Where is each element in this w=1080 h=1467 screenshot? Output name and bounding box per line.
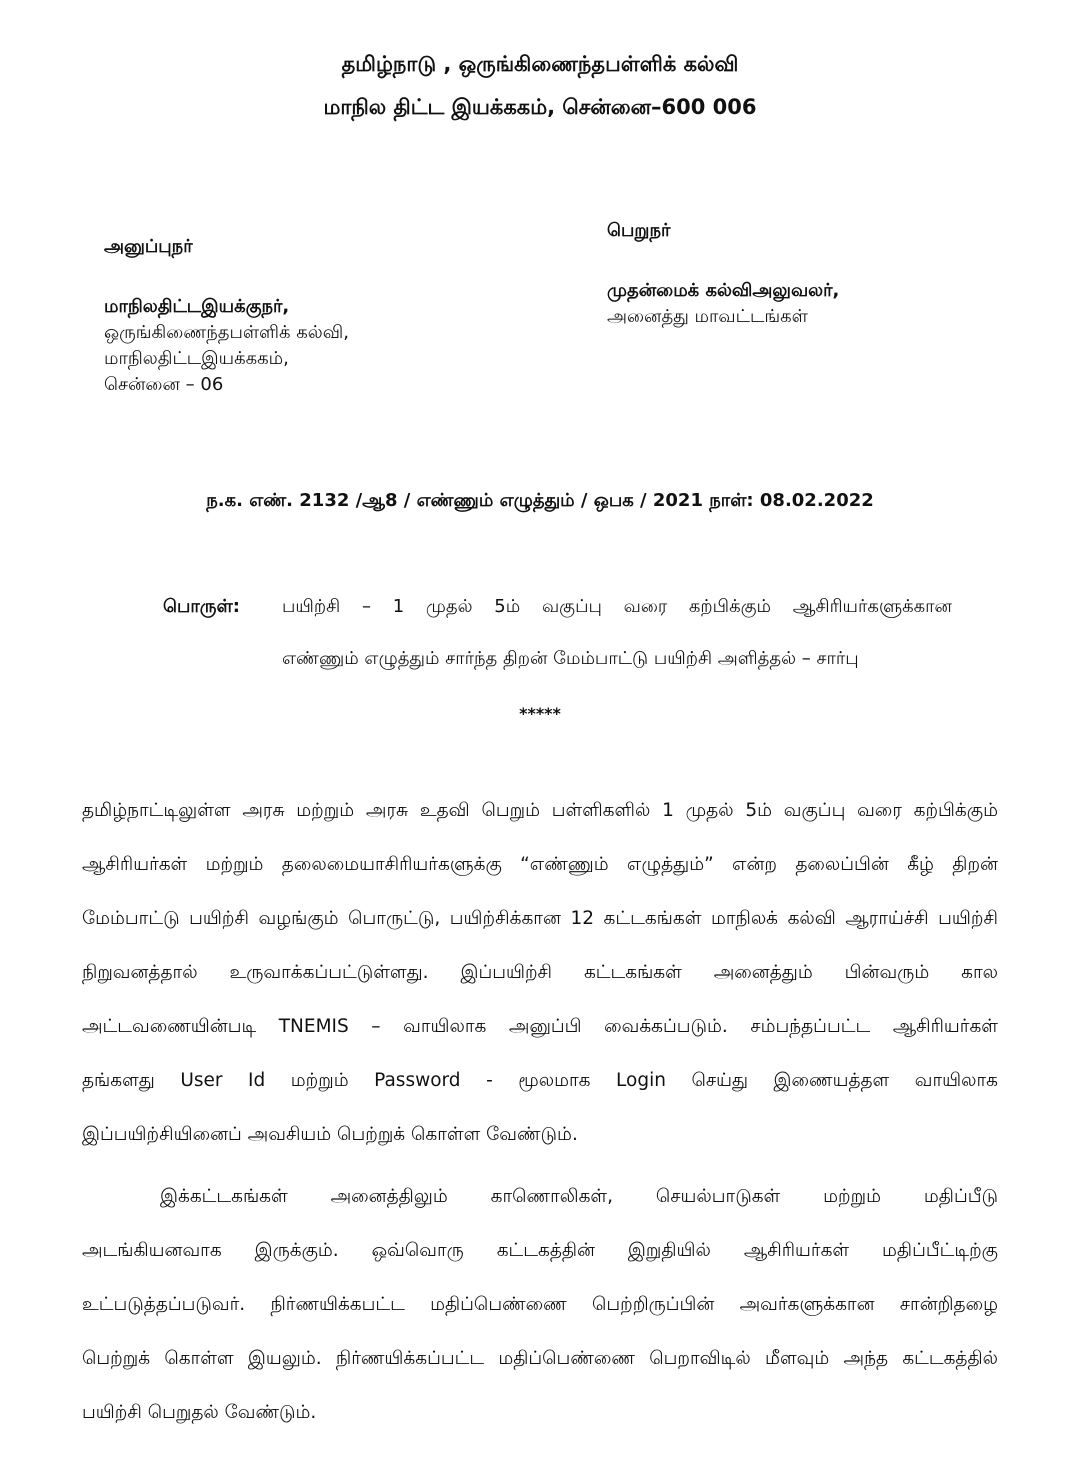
sender-line: மாநிலதிட்டஇயக்ககம்,: [104, 348, 289, 369]
paragraph-line: உட்படுத்தப்படுவர். நிர்ணயிக்கபட்ட மதிப்பெண்ணை பெற்றிருப்பின் அவர்களுக்கான சான்றிதழை: [82, 1294, 998, 1315]
paragraph-line: இக்கட்டகங்கள் அனைத்திலும் காணொலிகள், செயல்பாடுகள் மற்றும் மதிப்பீடு: [160, 1186, 998, 1207]
paragraph-line: ஆசிரியர்கள் மற்றும் தலைமையாசிரியர்களுக்கு “எண்ணும் எழுத்தும்” என்ற தலைப்பின் கீழ் திறன்: [82, 854, 998, 875]
recipient-label: பெறுநர்: [607, 220, 671, 241]
paragraph-line: மேம்பாட்டு பயிற்சி வழங்கும் பொருட்டு, பயிற்சிக்கான 12 கட்டகங்கள் மாநிலக் கல்வி ஆராய்ச்சி பயிற்சி: [82, 908, 998, 929]
paragraph-line: அட்டவணையின்படி TNEMIS – வாயிலாக அனுப்பி வைக்கப்படும். சம்பந்தப்பட்ட ஆசிரியர்கள்: [82, 1016, 998, 1037]
sender-line: ஒருங்கிணைந்தபள்ளிக் கல்வி,: [104, 322, 349, 343]
paragraph-line: பயிற்சி பெறுதல் வேண்டும்.: [82, 1402, 317, 1423]
paragraph-line: நிறுவனத்தால் உருவாக்கப்பட்டுள்ளது. இப்பயிற்சி கட்டகங்கள் அனைத்தும் பின்வரும் கால: [82, 962, 998, 983]
paragraph-line: தமிழ்நாட்டிலுள்ள அரசு மற்றும் அரசு உதவி பெறும் பள்ளிகளில் 1 முதல் 5ம் வகுப்பு வரை கற்பிக்கும்: [82, 800, 998, 821]
reference-number: ந.க. எண். 2132 /ஆ8 / எண்ணும் எழுத்தும் / ஒபக / 2021 நாள்: 08.02.2022: [206, 490, 874, 511]
recipient-title: முதன்மைக் கல்விஅலுவலர்,: [607, 280, 840, 301]
sender-line: சென்னை – 06: [104, 374, 224, 395]
sender-title: மாநிலதிட்டஇயக்குநர்,: [104, 296, 290, 317]
body-paragraph: [82, 784, 998, 1162]
paragraph-line: தங்களது User Id மற்றும் Password - மூலமாக Login செய்து இணையத்தள வாயிலாக: [82, 1070, 998, 1091]
recipient-line: அனைத்து மாவட்டங்கள்: [607, 306, 808, 327]
separator: *****: [519, 704, 561, 723]
subject-line: பயிற்சி – 1 முதல் 5ம் வகுப்பு வரை கற்பிக்கும் ஆசிரியர்களுக்கான: [282, 596, 952, 617]
subject-line: எண்ணும் எழுத்தும் சார்ந்த திறன் மேம்பாட்டு பயிற்சி அளித்தல் – சார்பு: [282, 648, 859, 669]
paragraph-line: இப்பயிற்சியினைப் அவசியம் பெற்றுக் கொள்ள வேண்டும்.: [82, 1124, 578, 1145]
paragraph-line: அடங்கியனவாக இருக்கும். ஒவ்வொரு கட்டகத்தின் இறுதியில் ஆசிரியர்கள் மதிப்பீட்டிற்கு: [82, 1240, 998, 1261]
office-address: மாநில திட்ட இயக்ககம், சென்னை–600 006: [323, 95, 757, 119]
sender-block: [104, 234, 349, 398]
recipient-block: [607, 218, 839, 330]
office-name: தமிழ்நாடு , ஒருங்கிணைந்தபள்ளிக் கல்வி: [341, 52, 739, 76]
body-paragraph: [82, 1170, 998, 1440]
subject-label: பொருள்:: [163, 596, 240, 617]
sender-label: அனுப்புநர்: [104, 236, 193, 257]
paragraph-line: பெற்றுக் கொள்ள இயலும். நிர்ணயிக்கப்பட்ட மதிப்பெண்ணை பெறாவிடில் மீளவும் அந்த கட்டகத்தில்: [82, 1348, 998, 1369]
